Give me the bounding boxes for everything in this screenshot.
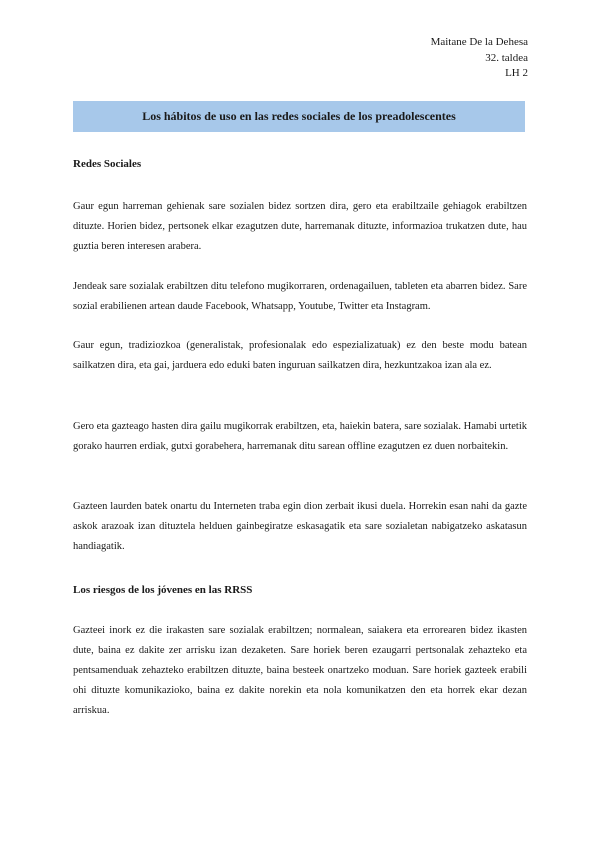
- section-heading-redes-sociales: Redes Sociales: [73, 158, 142, 170]
- group-label: 32. taldea: [485, 51, 528, 64]
- course-label: LH 2: [505, 67, 528, 79]
- document-title-text: Los hábitos de uso en las redes sociales de los preadolescentes: [142, 109, 456, 123]
- author-name: Maitane De la Dehesa: [430, 36, 528, 48]
- section-heading-riesgos: Los riesgos de los jóvenes en las RRSS: [73, 584, 253, 596]
- paragraph: Gazteei inork ez die irakasten sare sozialak erabiltzen; normalean, saiakera eta errorearen bidez ikasten dute, baina ez dakite zer arrisku izan dezaketen. Sare horiek beren ezaugarri pertsonalak zehazteko eta pentsamenduak zehazteko erabiltzen dituzte, baina besteek onartzeko moduan. Sare horiek gazteek erabili ohi dituzte komunikazioko, baina ez dakite norekin eta nola komunikatzen den eta horrek ekar dezan arriskua.: [73, 625, 527, 716]
- paragraph: Gero eta gazteago hasten dira gailu mugikorrak erabiltzen, eta, haiekin batera, sare sozialak. Hamabi urtetik gorako haurren erdiak, gutxi gorabehera, harremanak ditu sarean offline ezagutzen ez duen norbaitekin.: [73, 421, 527, 452]
- paragraph: Jendeak sare sozialak erabiltzen ditu telefono mugikorraren, ordenagailuen, tableten eta abarren bidez. Sare sozial erabilienen artean daude Facebook, Whatsapp, Youtube, Twitter eta Instagram.: [73, 281, 527, 312]
- paragraph: Gazteen laurden batek onartu du Interneten traba egin dion zerbait ikusi duela. Horrekin esan nahi da gazte askok arazoak izan dituztela helduen gainbegiratze eskasagatik eta sare sozialetan nabigatzeko askatasun handiagatik.: [73, 501, 527, 552]
- page-header: [431, 35, 528, 82]
- document-title: [73, 101, 525, 132]
- paragraph: Gaur egun harreman gehienak sare sozialen bidez sortzen dira, gero eta erabiltzaile gehiagok erabiltzen dituzte. Horien bidez, pertsonek elkar ezagutzen dute, harremanak dituzte, informazioa trukatzen dute, hau guztia beren interesen arabera.: [73, 201, 527, 252]
- paragraph: Gaur egun, tradiziozkoa (generalistak, profesionalak edo espezializatuak) ez den beste modu batean sailkatzen dira, eta gai, jarduera edo eduki baten inguruan sailkatzen dira, hezkuntzakoa izan ala ez.: [73, 340, 527, 371]
